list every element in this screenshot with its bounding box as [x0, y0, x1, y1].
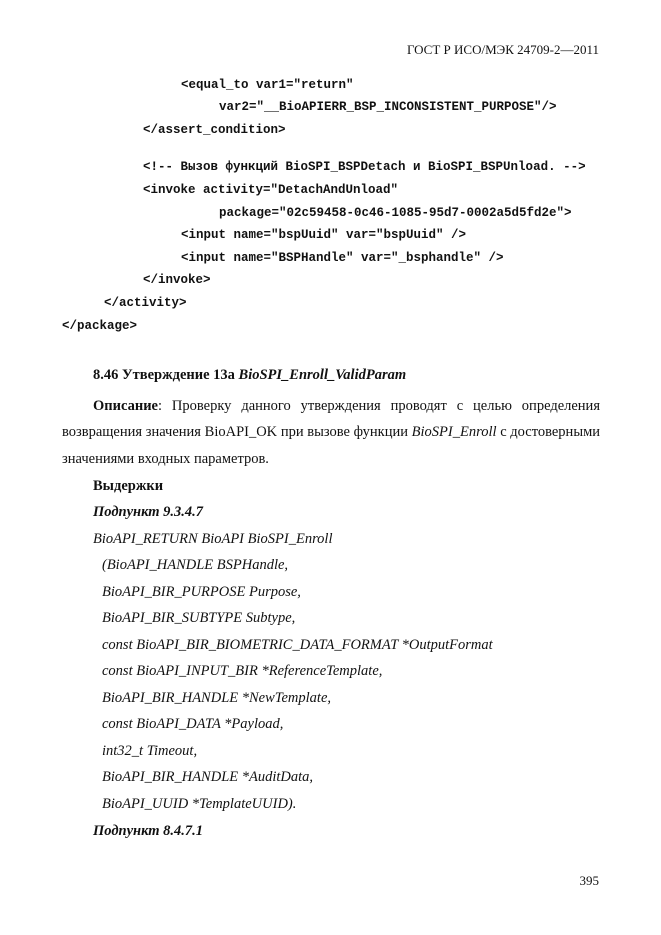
code-line: package="02c59458-0c46-1085-95d7-0002a5d5fd2e">	[219, 206, 572, 220]
function-name: BioSPI_Enroll	[411, 424, 497, 441]
description-text-end: с достоверными значениями входных параметров.	[62, 424, 600, 467]
code-line: <invoke activity="DetachAndUnload"	[143, 183, 399, 197]
signature-line: int32_t Timeout,	[102, 743, 198, 759]
code-line: <equal_to var1="return"	[181, 78, 354, 92]
signature-line: (BioAPI_HANDLE BSPHandle,	[102, 557, 289, 573]
signature-line: BioAPI_RETURN BioAPI BioSPI_Enroll	[93, 531, 333, 547]
signature-line: BioAPI_UUID *TemplateUUID).	[102, 796, 297, 812]
signature-line: const BioAPI_BIR_BIOMETRIC_DATA_FORMAT *OutputFormat	[102, 637, 493, 653]
signature-line: BioAPI_BIR_PURPOSE Purpose,	[102, 584, 301, 600]
subclause-heading: Подпункт 8.4.7.1	[93, 823, 204, 839]
section-number: 8.46 Утверждение 13а	[93, 367, 239, 383]
code-line: var2="__BioAPIERR_BSP_INCONSISTENT_PURPOSE"/>	[219, 100, 557, 114]
code-line: </activity>	[104, 296, 187, 310]
signature-line: BioAPI_BIR_HANDLE *NewTemplate,	[102, 690, 332, 706]
code-line: <input name="bspUuid" var="bspUuid" />	[181, 228, 467, 242]
description-text: : Проверку данного утверждения проводят с целью определения возвращения значения BioAPI_OK при вызове функции	[62, 398, 600, 441]
signature-line: const BioAPI_INPUT_BIR *ReferenceTemplate,	[102, 663, 383, 679]
subclause-heading: Подпункт 9.3.4.7	[93, 504, 204, 520]
signature-line: const BioAPI_DATA *Payload,	[102, 716, 284, 732]
code-line: </assert_condition>	[143, 123, 286, 137]
description-label: Описание	[93, 398, 158, 414]
signature-line: BioAPI_BIR_SUBTYPE Subtype,	[102, 610, 296, 626]
section-heading	[93, 367, 406, 384]
code-line: <!-- Вызов функций BioSPI_BSPDetach и BioSPI_BSPUnload. -->	[143, 160, 586, 174]
section-name: BioSPI_Enroll_ValidParam	[238, 367, 407, 383]
code-line: <input name="BSPHandle" var="_bsphandle" />	[181, 251, 504, 265]
code-line: </package>	[62, 319, 138, 333]
signature-line: BioAPI_BIR_HANDLE *AuditData,	[102, 769, 314, 785]
code-line: </invoke>	[143, 273, 211, 287]
description-paragraph	[62, 393, 600, 472]
excerpts-title: Выдержки	[93, 478, 164, 494]
page-header: ГОСТ Р ИСО/МЭК 24709-2—2011	[406, 42, 599, 57]
page-number: 395	[579, 873, 599, 888]
